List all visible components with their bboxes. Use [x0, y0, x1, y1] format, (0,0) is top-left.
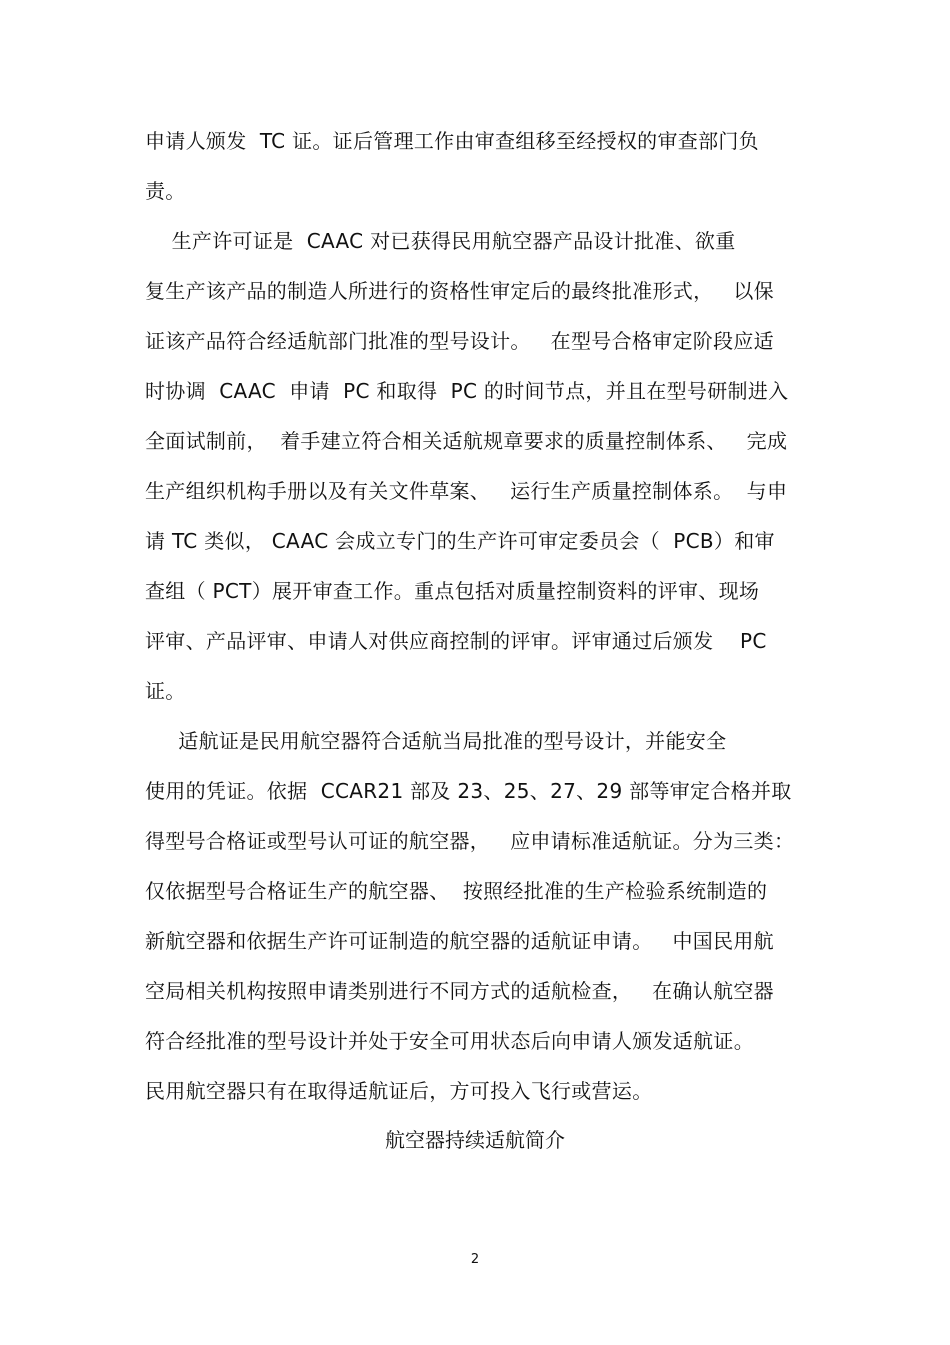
paragraph-3-line-4: 仅依据型号合格证生产的航空器、 按照经批准的生产检验系统制造的: [145, 879, 768, 903]
paragraph-2-line-1: 生产许可证是 CAAC 对已获得民用航空器产品设计批准、欲重: [145, 229, 736, 253]
paragraph-3-line-5: 新航空器和依据生产许可证制造的航空器的适航证申请。 中国民用航: [145, 929, 774, 953]
paragraph-2-line-7: 请 TC 类似， CAAC 会成立专门的生产许可审定委员会（ PCB）和审: [145, 529, 775, 553]
paragraph-3-line-8: 民用航空器只有在取得适航证后，方可投入飞行或营运。: [145, 1079, 653, 1103]
paragraph-2-line-8: 查组（ PCT）展开审查工作。重点包括对质量控制资料的评审、现场: [145, 579, 760, 603]
paragraph-2-line-2: 复生产该产品的制造人所进行的资格性审定后的最终批准形式， 以保: [145, 279, 774, 303]
paragraph-3-line-6: 空局相关机构按照申请类别进行不同方式的适航检查， 在确认航空器: [145, 979, 774, 1003]
paragraph-2-line-9: 评审、产品评审、申请人对供应商控制的评审。评审通过后颁发 PC: [145, 629, 767, 653]
paragraph-3-line-3: 得型号合格证或型号认可证的航空器， 应申请标准适航证。分为三类：: [145, 829, 795, 853]
paragraph-3-line-7: 符合经批准的型号设计并处于安全可用状态后向申请人颁发适航证。: [145, 1029, 754, 1053]
page-number: 2: [470, 1252, 480, 1267]
paragraph-3-line-1: 适航证是民用航空器符合适航当局批准的型号设计，并能安全: [145, 729, 727, 753]
paragraph-2-line-5: 全面试制前， 着手建立符合相关适航规章要求的质量控制体系、 完成: [145, 429, 788, 453]
section-heading: 航空器持续适航简介: [385, 1128, 565, 1152]
paragraph-2-line-3: 证该产品符合经适航部门批准的型号设计。 在型号合格审定阶段应适: [145, 329, 774, 353]
paragraph-2-line-4: 时协调 CAAC 申请 PC 和取得 PC 的时间节点，并且在型号研制进入: [145, 379, 789, 403]
paragraph-2-line-6: 生产组织机构手册以及有关文件草案、 运行生产质量控制体系。 与申: [145, 479, 788, 503]
paragraph-1-line-2: 责。: [145, 179, 186, 203]
paragraph-1-line-1: 申请人颁发 TC 证。证后管理工作由审查组移至经授权的审查部门负: [145, 129, 759, 153]
paragraph-3-line-2: 使用的凭证。依据 CCAR21 部及 23、25、27、29 部等审定合格并取: [145, 779, 792, 803]
paragraph-2-line-10: 证。: [145, 679, 186, 703]
